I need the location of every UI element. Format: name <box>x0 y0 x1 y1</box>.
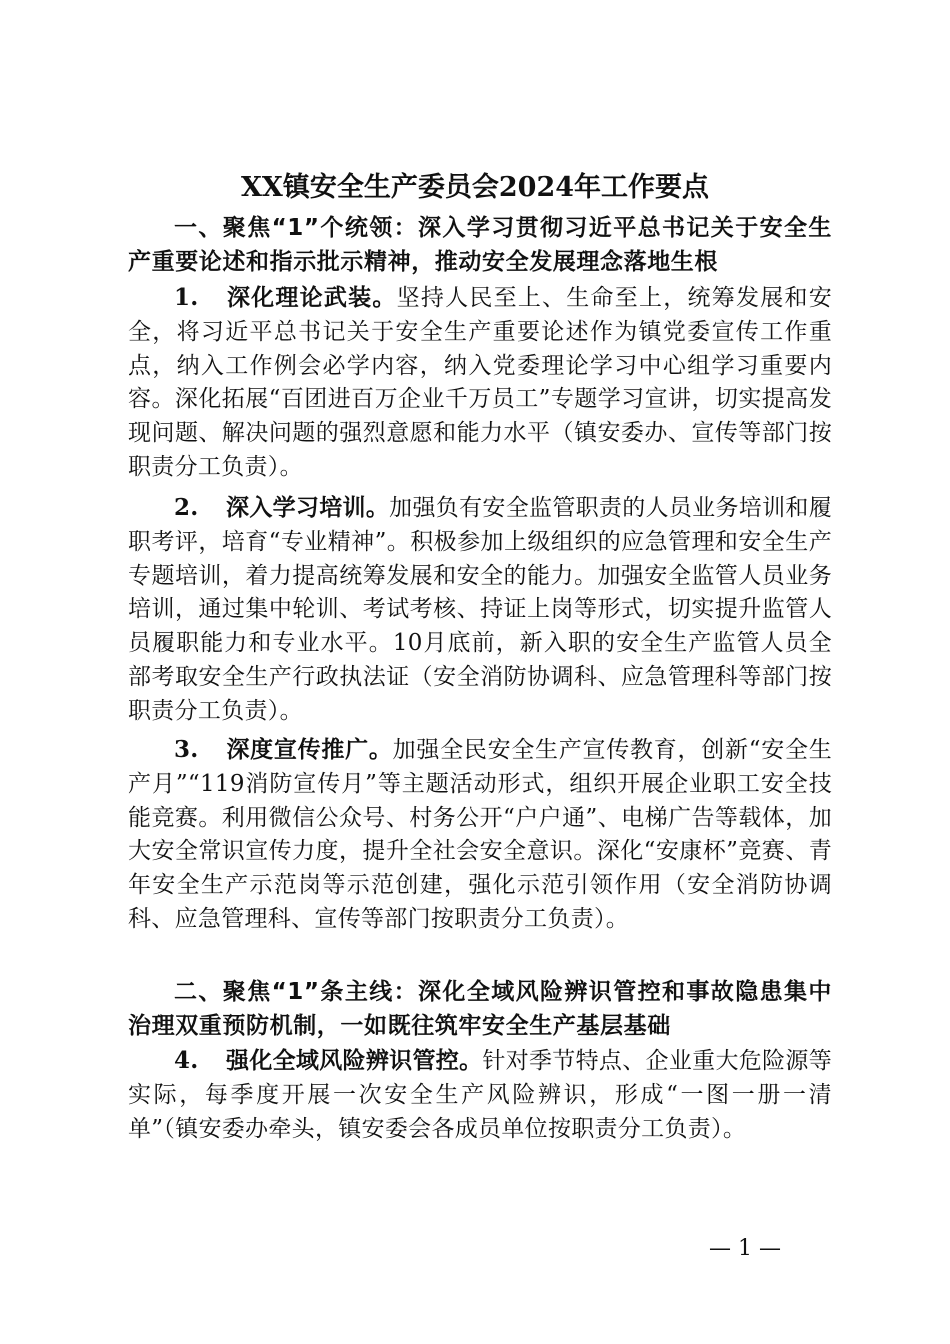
section-1-heading: 一、聚焦“1”个统领：深入学习贯彻习近平总书记关于安全生产重要论述和指示批示精神，推动安全发展理念落地生根 <box>128 215 832 275</box>
item-3-lead: 深度宣传推广。 <box>226 737 393 763</box>
item-1-number: 1. <box>174 284 199 311</box>
item-2-number: 2. <box>174 494 199 521</box>
item-4-body: 针对季节特点、企业重大危险源等实际，每季度开展一次安全生产风险辨识，形成“一图一册一清单”（镇安委办牵头，镇安委会各成员单位按职责分工负责）。 <box>128 1048 832 1142</box>
item-2-lead: 深入学习培训。 <box>226 495 390 521</box>
item-3-body: 加强全民安全生产宣传教育，创新“安全生产月”“119消防宣传月”等主题活动形式，组织开展企业职工安全技能竞赛。利用微信公众号、村务公开“户户通”、电梯广告等载体，加大安全常识宣传力度，提升全社会安全意识。深化“安康杯”竞赛、青年安全生产示范岗等示范创建，强化示范引领作用（安全消防协调科、应急管理科、宣传等部门按职责分工负责）。 <box>128 737 832 932</box>
item-2-body: 加强负有安全监管职责的人员业务培训和履职考评，培育“专业精神”。积极参加上级组织的应急管理和安全生产专题培训，着力提高统筹发展和安全的能力。加强安全监管人员业务培训，通过集中轮训、考试考核、持证上岗等形式，切实提升监管人员履职能力和专业水平。10月底前，新入职的安全生产监管人员全部考取安全生产行政执法证（安全消防协调科、应急管理科等部门按职责分工负责）。 <box>128 495 833 724</box>
item-4-lead: 强化全域风险辨识管控。 <box>226 1048 483 1074</box>
item-4-paragraph <box>128 1044 832 1146</box>
page-number: — 1 — <box>709 1236 781 1261</box>
section-2-heading: 二、聚焦“1”条主线：深化全域风险辨识管控和事故隐患集中治理双重预防机制，一如既往筑牢安全生产基层基础 <box>128 979 832 1039</box>
item-3-paragraph <box>128 733 832 937</box>
item-1-paragraph <box>128 281 832 485</box>
item-2-paragraph <box>128 491 832 729</box>
item-1-lead: 深化理论武装。 <box>226 285 397 311</box>
item-4-number: 4. <box>174 1047 199 1074</box>
item-1-body: 坚持人民至上、生命至上，统筹发展和安全，将习近平总书记关于安全生产重要论述作为镇党委宣传工作重点，纳入工作例会必学内容，纳入党委理论学习中心组学习重要内容。深化拓展“百团进百万企业千万员工”专题学习宣讲，切实提高发现问题、解决问题的强烈意愿和能力水平（镇安委办、宣传等部门按职责分工负责）。 <box>128 285 832 480</box>
item-3-number: 3. <box>174 736 199 763</box>
document-title: XX镇安全生产委员会2024年工作要点 <box>240 172 710 203</box>
